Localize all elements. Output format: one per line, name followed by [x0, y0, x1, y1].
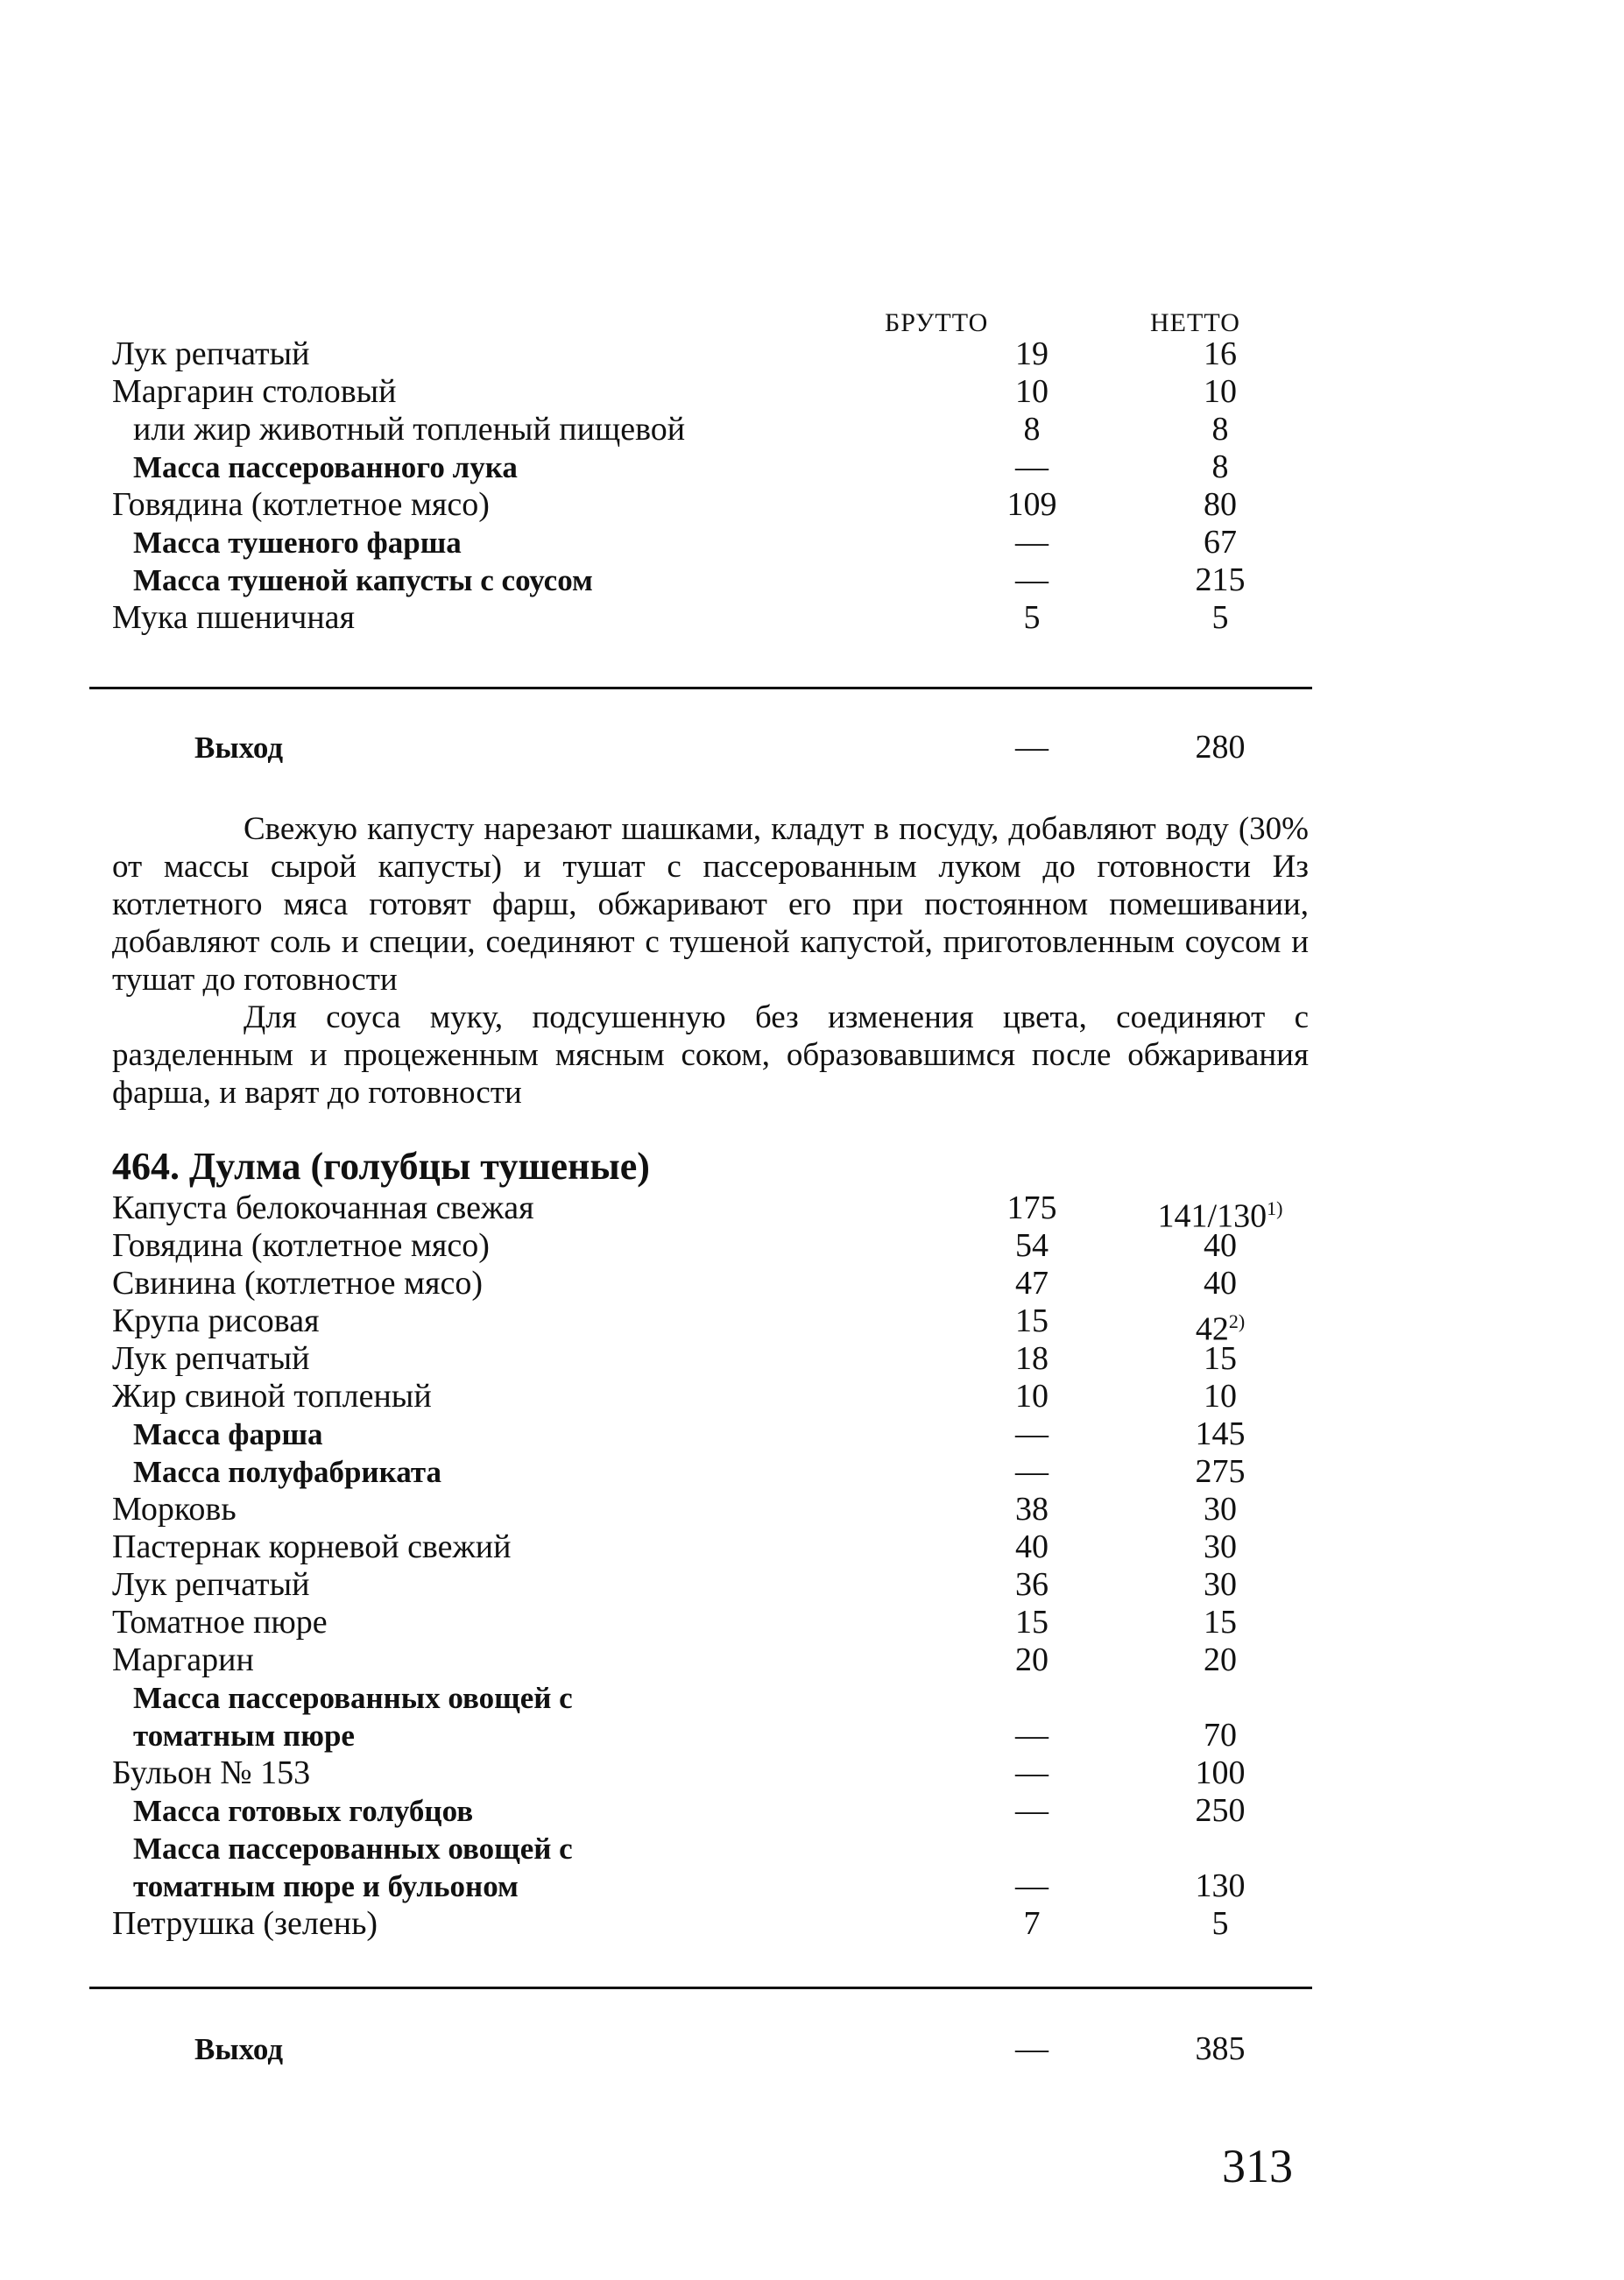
net-weight — [1128, 1491, 1312, 1528]
ingredient-name: Томатное пюре — [112, 1604, 328, 1641]
gross-weight: 7 — [1023, 1905, 1041, 1942]
net-weight — [1128, 1265, 1312, 1302]
net-weight-value: 67 — [1204, 524, 1237, 561]
yield-gross: — — [1015, 729, 1049, 766]
yield-row-2 — [112, 2030, 1312, 2068]
gross-weight: 47 — [1015, 1265, 1049, 1302]
net-weight — [1128, 599, 1312, 637]
ingredient-name: или жир животный топленый пищевой — [133, 411, 686, 448]
net-weight-value: 15 — [1204, 1340, 1237, 1377]
table-row — [112, 1453, 1312, 1491]
table-row — [112, 1830, 1312, 1905]
ingredient-name: Масса пассерованных овощей с томатным пюре и бульоном — [133, 1832, 573, 1903]
preparation-text — [112, 810, 1309, 1112]
net-weight-value: 8 — [1211, 448, 1229, 485]
ingredient-name: Маргарин — [112, 1641, 254, 1678]
gross-weight: 18 — [1015, 1340, 1049, 1377]
table-row — [112, 1566, 1312, 1604]
gross-weight: 38 — [1015, 1491, 1049, 1528]
net-weight — [1128, 1641, 1312, 1679]
yield-gross: — — [1015, 2030, 1049, 2067]
gross-weight: 20 — [1015, 1641, 1049, 1678]
gross-weight: 8 — [1023, 411, 1041, 448]
ingredients-table-2 — [112, 1189, 1312, 1943]
gross-weight: 175 — [1006, 1189, 1057, 1226]
net-weight-value: 70 — [1204, 1717, 1237, 1754]
ingredient-name: Капуста белокочанная свежая — [112, 1189, 534, 1226]
net-weight-value: 10 — [1204, 1378, 1237, 1415]
table-row — [112, 335, 1312, 373]
net-weight — [1128, 411, 1312, 448]
footnote-marker: 1) — [1267, 1197, 1283, 1219]
gross-weight: 10 — [1015, 1378, 1049, 1415]
gross-weight: — — [1015, 1415, 1049, 1452]
yield-label: Выход — [194, 731, 284, 765]
table-row — [112, 599, 1312, 637]
net-weight — [1128, 1717, 1312, 1754]
yield-net: 385 — [1195, 2030, 1246, 2067]
net-weight-value: 5 — [1211, 1905, 1229, 1942]
table-row — [112, 486, 1312, 524]
ingredient-name: Лук репчатый — [112, 335, 310, 372]
ingredient-name: Масса тушеной капусты с соусом — [133, 563, 593, 597]
net-weight — [1128, 1792, 1312, 1830]
table-row — [112, 1189, 1312, 1235]
table-row — [112, 1227, 1312, 1265]
net-weight — [1128, 1415, 1312, 1453]
table-1-rule — [89, 687, 1312, 689]
net-weight — [1128, 1754, 1312, 1792]
net-weight-value: 30 — [1204, 1528, 1237, 1565]
ingredient-name: Масса готовых голубцов — [133, 1794, 474, 1828]
net-weight-value: 80 — [1204, 486, 1237, 523]
net-weight — [1128, 1867, 1312, 1905]
net-weight-value: 30 — [1204, 1491, 1237, 1528]
net-weight — [1128, 1453, 1312, 1491]
net-weight-value: 250 — [1195, 1792, 1246, 1829]
gross-weight: 10 — [1015, 373, 1049, 410]
table-row — [112, 1415, 1312, 1453]
gross-weight: — — [1015, 1453, 1049, 1490]
gross-column-header: БРУТТО — [885, 308, 989, 337]
table-row — [112, 1340, 1312, 1378]
paragraph-1: Свежую капусту нарезают шашками, кладут в посуду, добавляют воду (30% от массы сырой капусты) и тушат с пассерованным луком до готовности Из котлетного мяса готовят фарш, обжаривают его при постоянном помешивании, добавляют соль и специи, соединяют с тушеной капустой, приготовленным соусом и тушат до готовности — [112, 811, 1309, 998]
footnote-marker: 2) — [1228, 1310, 1246, 1332]
page-number: 313 — [1222, 2140, 1293, 2192]
gross-weight: — — [1015, 561, 1049, 598]
table-row — [112, 1905, 1312, 1943]
net-weight-value: 30 — [1204, 1566, 1237, 1603]
net-weight — [1128, 524, 1312, 561]
net-weight — [1128, 1566, 1312, 1604]
ingredient-name: Лук репчатый — [112, 1340, 310, 1377]
table-row — [112, 561, 1312, 599]
net-weight-value: 10 — [1204, 373, 1237, 410]
gross-weight: 36 — [1015, 1566, 1049, 1603]
table-row — [112, 1792, 1312, 1830]
net-weight-value: 5 — [1211, 599, 1229, 636]
net-weight-value: 145 — [1195, 1415, 1246, 1452]
net-weight — [1128, 1227, 1312, 1265]
net-weight — [1128, 1340, 1312, 1378]
net-weight-value: 100 — [1195, 1754, 1246, 1791]
net-weight-value: 20 — [1204, 1641, 1237, 1678]
net-weight — [1128, 1528, 1312, 1566]
net-weight — [1128, 448, 1312, 486]
table-row — [112, 448, 1312, 486]
net-weight-value: 42 — [1195, 1310, 1229, 1348]
ingredient-name: Морковь — [112, 1491, 237, 1528]
table-row — [112, 1302, 1312, 1348]
ingredient-name: Петрушка (зелень) — [112, 1905, 378, 1942]
gross-weight: 19 — [1015, 335, 1049, 372]
net-weight — [1128, 486, 1312, 524]
table-row — [112, 524, 1312, 561]
table-2-rule — [89, 1987, 1312, 1989]
net-weight-value: 8 — [1211, 411, 1229, 448]
gross-weight: 109 — [1006, 486, 1057, 523]
gross-weight: 15 — [1015, 1302, 1049, 1339]
table-row — [112, 1265, 1312, 1302]
gross-weight: — — [1015, 1717, 1049, 1754]
net-weight — [1128, 1604, 1312, 1641]
table-row — [112, 1641, 1312, 1679]
gross-weight: — — [1015, 1754, 1049, 1791]
ingredient-name: Масса пассерованных овощей с томатным пюре — [133, 1681, 573, 1753]
recipe-title: 464. Дулма (голубцы тушеные) — [112, 1145, 650, 1188]
table-row — [112, 373, 1312, 411]
gross-weight: — — [1015, 448, 1049, 485]
net-weight — [1128, 561, 1312, 599]
table-row — [112, 1754, 1312, 1792]
net-weight-value: 141/130 — [1157, 1197, 1267, 1235]
gross-weight: — — [1015, 524, 1049, 561]
table-row — [112, 1378, 1312, 1415]
net-weight-value: 40 — [1204, 1227, 1237, 1264]
ingredient-name: Бульон № 153 — [112, 1754, 311, 1791]
table-row — [112, 1528, 1312, 1566]
ingredient-name: Мука пшеничная — [112, 599, 356, 636]
net-weight-value: 15 — [1204, 1604, 1237, 1641]
net-weight — [1128, 335, 1312, 373]
gross-weight: 5 — [1023, 599, 1041, 636]
table-row — [112, 1604, 1312, 1641]
ingredient-name: Масса тушеного фарша — [133, 526, 462, 560]
table-row — [112, 1491, 1312, 1528]
ingredients-table-1 — [112, 335, 1312, 637]
yield-label: Выход — [194, 2032, 284, 2066]
net-weight — [1128, 1378, 1312, 1415]
ingredient-name: Пастернак корневой свежий — [112, 1528, 512, 1565]
table-row — [112, 1679, 1312, 1754]
paragraph-2: Для соуса муку, подсушенную без изменения цвета, соединяют с разделенным и процеженным мясным соком, образовавшимся после обжаривания фарша, и варят до готовности — [112, 999, 1309, 1111]
gross-weight: 40 — [1015, 1528, 1049, 1565]
ingredient-name: Говядина (котлетное мясо) — [112, 486, 490, 523]
yield-net: 280 — [1195, 729, 1246, 766]
net-weight-value: 40 — [1204, 1265, 1237, 1302]
ingredient-name: Крупа рисовая — [112, 1302, 320, 1339]
net-column-header: НЕТТО — [1150, 308, 1240, 337]
net-weight-value: 130 — [1195, 1867, 1246, 1904]
net-weight — [1128, 373, 1312, 411]
yield-row-1 — [112, 729, 1312, 766]
ingredient-name: Говядина (котлетное мясо) — [112, 1227, 490, 1264]
net-weight-value: 275 — [1195, 1453, 1246, 1490]
gross-weight: — — [1015, 1792, 1049, 1829]
ingredient-name: Лук репчатый — [112, 1566, 310, 1603]
net-weight-value: 16 — [1204, 335, 1237, 372]
ingredient-name: Масса пассерованного лука — [133, 450, 518, 484]
gross-weight: — — [1015, 1867, 1049, 1904]
net-weight-value: 215 — [1195, 561, 1246, 598]
ingredient-name: Масса фарша — [133, 1417, 323, 1451]
table-row — [112, 411, 1312, 448]
ingredient-name: Маргарин столовый — [112, 373, 397, 410]
ingredient-name: Жир свиной топленый — [112, 1378, 432, 1415]
ingredient-name: Свинина (котлетное мясо) — [112, 1265, 483, 1302]
ingredient-name: Масса полуфабриката — [133, 1455, 441, 1489]
gross-weight: 54 — [1015, 1227, 1049, 1264]
gross-weight: 15 — [1015, 1604, 1049, 1641]
net-weight — [1128, 1905, 1312, 1943]
